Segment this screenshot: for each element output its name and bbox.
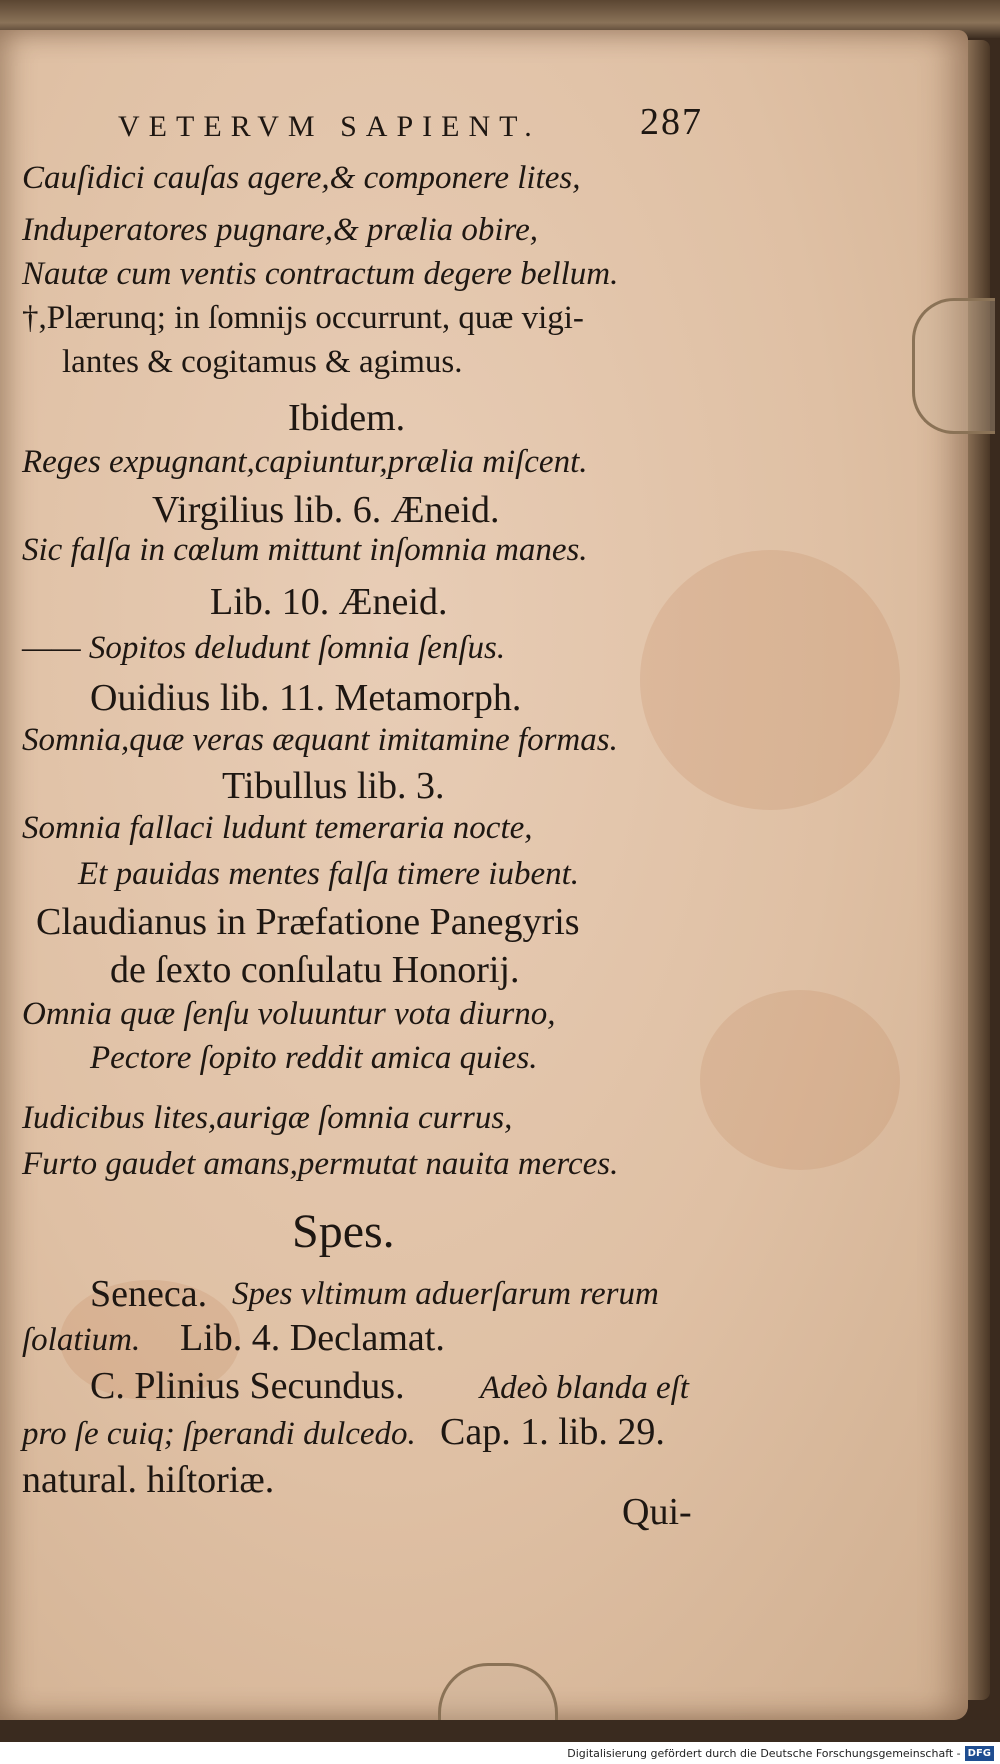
text-line: Cauſidici cauſas agere,& componere lites, — [22, 160, 581, 196]
text-line: lantes & cogitamus & agimus. — [62, 344, 463, 380]
text-line: Iudicibus lites,aurigæ ſomnia currus, — [22, 1100, 513, 1136]
section-heading: Ibidem. — [288, 397, 406, 439]
section-heading: Claudianus in Præfatione Panegyris — [36, 901, 580, 943]
text-line: Spes vltimum aduerſarum rerum — [232, 1276, 659, 1312]
paper-stain — [640, 550, 900, 810]
book-bottom-edge — [0, 1720, 1000, 1742]
text-line: Sic falſa in cœlum mittunt inſomnia manes. — [22, 532, 588, 568]
text-line: Et pauidas mentes falſa timere iubent. — [78, 856, 580, 892]
text-line: pro ſe cuiq; ſperandi dulcedo. — [22, 1416, 416, 1452]
reference: Lib. 4. Declamat. — [180, 1317, 445, 1359]
catchword: Qui- — [622, 1491, 692, 1533]
author-name: Seneca. — [90, 1273, 208, 1315]
text-line: Pectore ſopito reddit amica quies. — [90, 1040, 538, 1076]
book-tab-right — [912, 298, 995, 434]
author-name: C. Plinius Secundus. — [90, 1365, 405, 1407]
text-line: natural. hiſtoriæ. — [22, 1459, 275, 1501]
running-title: VETERVM SAPIENT. — [118, 110, 541, 143]
paper-stain — [700, 990, 900, 1170]
text-line: †,Plærunq; in ſomnijs occurrunt, quæ vigi- — [22, 300, 584, 336]
text-line: Nautæ cum ventis contractum degere bellum. — [22, 256, 619, 292]
text-line: Adeò blanda eſt — [480, 1370, 689, 1406]
text-line: —— Sopitos deludunt ſomnia ſenſus. — [22, 630, 506, 666]
text-line: Induperatores pugnare,& prælia obire, — [22, 212, 539, 248]
page-number: 287 — [640, 101, 703, 143]
section-title: Spes. — [292, 1205, 395, 1258]
section-heading: Ouidius lib. 11. Metamorph. — [90, 677, 522, 719]
dfg-logo: DFG — [965, 1746, 994, 1761]
section-heading: Virgilius lib. 6. Æneid. — [152, 489, 500, 531]
text-line: Somnia,quæ veras æquant imitamine formas. — [22, 722, 618, 758]
credit-text: Digitalisierung gefördert durch die Deutsche Forschungsgemeinschaft - — [567, 1746, 961, 1760]
digitization-credit — [0, 1742, 1000, 1764]
text-line: ſolatium. — [22, 1322, 141, 1358]
text-line: Somnia fallaci ludunt temeraria nocte, — [22, 810, 533, 846]
text-line: Omnia quæ ſenſu voluuntur vota diurno, — [22, 996, 556, 1032]
text-line: Furto gaudet amans,permutat nauita merces. — [22, 1146, 619, 1182]
text-line: Reges expugnant,capiuntur,prælia miſcent. — [22, 444, 588, 480]
section-heading: Lib. 10. Æneid. — [210, 581, 448, 623]
reference: Cap. 1. lib. 29. — [440, 1411, 665, 1453]
section-heading: de ſexto conſulatu Honorij. — [110, 949, 520, 991]
section-heading: Tibullus lib. 3. — [222, 765, 445, 807]
